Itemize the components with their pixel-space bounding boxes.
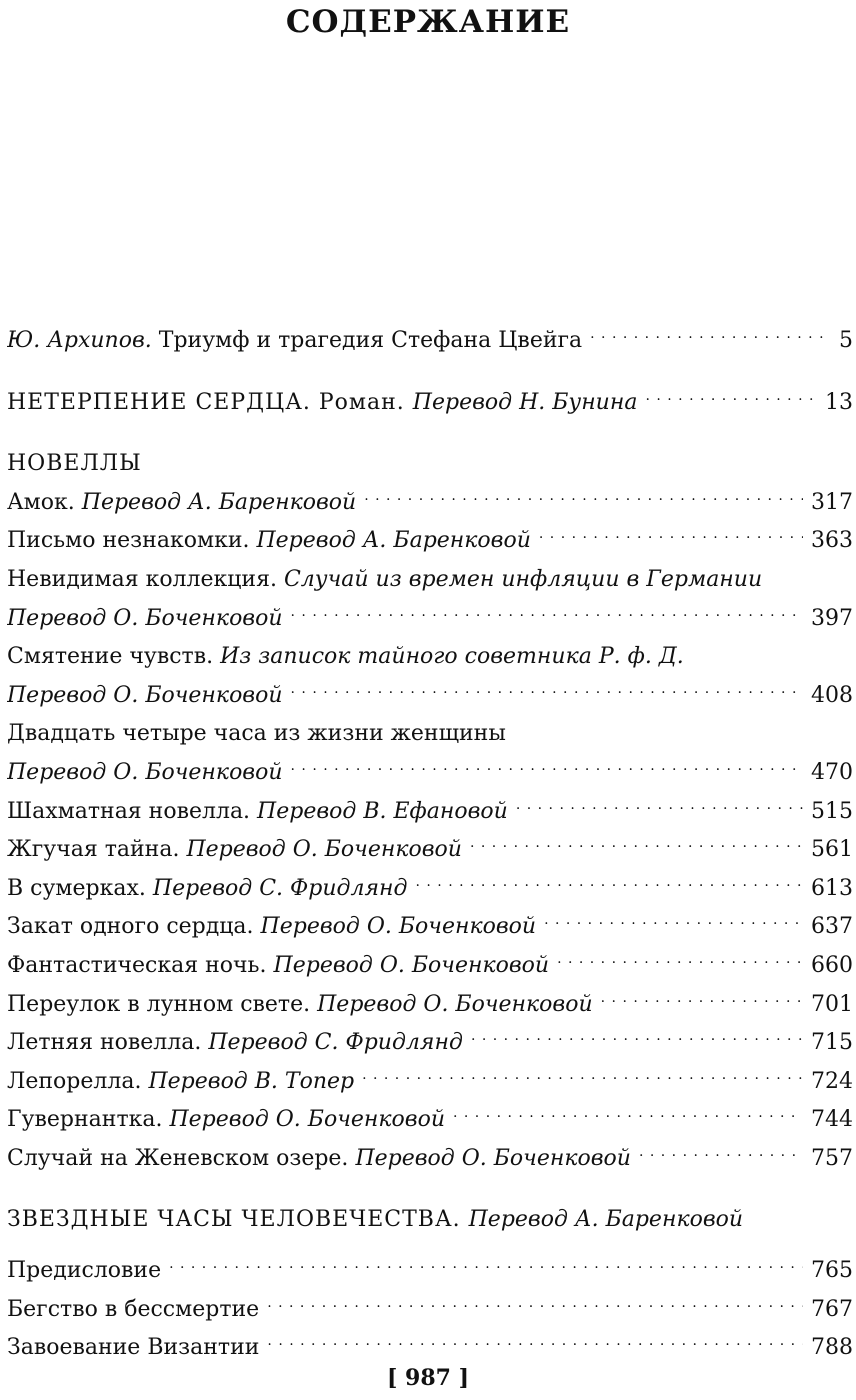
toc-entry xyxy=(7,754,853,793)
entry-translator: Перевод А. Баренковой xyxy=(81,489,357,515)
section-translator: Перевод А. Баренковой xyxy=(468,1207,744,1233)
entry-page-number: 397 xyxy=(811,605,853,631)
entry-title: НЕТЕРПЕНИЕ СЕРДЦА. Роман. xyxy=(7,389,413,415)
entry-page-number: 470 xyxy=(811,759,853,785)
table-of-contents xyxy=(7,322,853,1368)
entry-translator: Перевод С. Фридлянд xyxy=(208,1030,463,1056)
dot-leader xyxy=(291,603,803,625)
toc-entry xyxy=(7,522,853,561)
toc-entry xyxy=(7,986,853,1025)
toc-entry-intro xyxy=(7,322,853,361)
section-heading-novellas: НОВЕЛЛЫ xyxy=(7,451,142,477)
entry-page-number: 715 xyxy=(811,1030,853,1056)
entry-page-number: 765 xyxy=(811,1258,853,1284)
entry-translator: Перевод О. Боченковой xyxy=(7,759,283,785)
dot-leader xyxy=(470,834,803,856)
dot-leader xyxy=(471,1027,803,1049)
entry-author: Ю. Архипов. xyxy=(7,328,152,353)
entry-translator: Перевод О. Боченковой xyxy=(186,837,462,863)
entry-title: Лепорелла. xyxy=(7,1068,149,1094)
entry-title: Жгучая тайна. xyxy=(7,837,187,863)
dot-leader xyxy=(601,989,803,1011)
dot-leader xyxy=(416,873,804,895)
entry-translator: Перевод О. Боченковой xyxy=(273,952,550,978)
toc-entry xyxy=(7,1140,853,1179)
entry-page-number: 724 xyxy=(811,1068,853,1094)
entry-page-number: 363 xyxy=(811,528,853,554)
page-title: СОДЕРЖАНИЕ xyxy=(285,4,571,40)
entry-page-number: 637 xyxy=(811,914,853,940)
dot-leader xyxy=(639,1143,803,1165)
entry-title: Летняя новелла. xyxy=(7,1030,209,1056)
entry-title: Переулок в лунном свете. xyxy=(7,991,318,1017)
toc-entry xyxy=(7,1101,853,1140)
entry-title: Письмо незнакомки. xyxy=(7,528,257,554)
dot-leader xyxy=(453,1104,803,1126)
toc-entry xyxy=(7,947,853,986)
dot-leader xyxy=(291,757,803,779)
entry-translator: Перевод А. Баренковой xyxy=(256,528,531,554)
toc-entry xyxy=(7,1252,853,1291)
entry-translator: Перевод Н. Бунина xyxy=(412,389,638,415)
entry-page-number: 515 xyxy=(811,798,853,824)
entry-page-number: 788 xyxy=(811,1335,853,1361)
entry-title: Завоевание Византии xyxy=(7,1335,260,1361)
toc-entry xyxy=(7,1024,853,1063)
entry-translator: Перевод О. Боченковой xyxy=(355,1145,631,1171)
toc-entry xyxy=(7,1063,853,1102)
entry-title: Двадцать четыре часа из жизни женщины xyxy=(7,721,506,747)
entry-title: Невидимая коллекция. xyxy=(7,566,284,592)
toc-entry xyxy=(7,831,853,870)
entry-title: Смятение чувств. xyxy=(7,644,221,670)
section-heading-star-hours xyxy=(7,1201,853,1240)
entry-page-number: 13 xyxy=(825,389,853,415)
dot-leader xyxy=(362,1066,803,1088)
entry-page-number: 701 xyxy=(811,991,853,1017)
entry-page-number: 660 xyxy=(811,952,853,978)
entry-title: Амок. xyxy=(7,489,82,515)
dot-leader xyxy=(539,525,803,547)
entry-page-number: 408 xyxy=(811,682,853,708)
toc-entry-first-line xyxy=(7,715,853,754)
entry-translator: Перевод О. Боченковой xyxy=(260,914,537,940)
entry-translator: Перевод О. Боченковой xyxy=(7,605,283,631)
entry-page-number: 757 xyxy=(811,1145,853,1171)
dot-leader xyxy=(557,950,803,972)
dot-leader xyxy=(544,911,803,933)
entry-page-number: 767 xyxy=(811,1296,853,1322)
toc-entry xyxy=(7,1329,853,1368)
toc-entry xyxy=(7,600,853,639)
toc-entry xyxy=(7,677,853,716)
toc-entry-first-line xyxy=(7,561,853,600)
entry-subtitle: Из записок тайного советника Р. ф. Д. xyxy=(220,644,684,670)
entry-title: Триумф и трагедия Стефана Цвейга xyxy=(151,328,583,353)
entry-subtitle: Случай из времен инфляции в Германии xyxy=(283,566,763,592)
entry-title: Шахматная новелла. xyxy=(7,798,258,824)
toc-entry xyxy=(7,908,853,947)
entry-title: В сумерках. xyxy=(7,875,153,901)
section-title: ЗВЕЗДНЫЕ ЧАСЫ ЧЕЛОВЕЧЕСТВА. xyxy=(7,1207,469,1233)
entry-page-number: 317 xyxy=(811,489,853,515)
toc-entry xyxy=(7,484,853,523)
dot-leader xyxy=(590,325,831,347)
dot-leader xyxy=(267,1294,803,1316)
page-number-footer: [ 987 ] xyxy=(386,1365,470,1391)
entry-page-number: 613 xyxy=(811,875,853,901)
entry-page-number: 744 xyxy=(811,1107,853,1133)
dot-leader xyxy=(291,680,803,702)
toc-entry xyxy=(7,1291,853,1330)
toc-entry-novel xyxy=(7,384,853,423)
dot-leader xyxy=(645,387,817,409)
entry-translator: Перевод В. Ефановой xyxy=(257,798,508,824)
entry-translator: Перевод О. Боченковой xyxy=(7,682,283,708)
entry-translator: Перевод С. Фридлянд xyxy=(152,875,408,901)
entry-title: Фантастическая ночь. xyxy=(7,952,274,978)
entry-title: Предисловие xyxy=(7,1258,162,1284)
entry-translator: Перевод О. Боченковой xyxy=(317,991,593,1017)
toc-entry xyxy=(7,870,853,909)
dot-leader xyxy=(267,1332,803,1354)
entry-page-number: 561 xyxy=(811,837,853,863)
dot-leader xyxy=(364,487,803,509)
entry-page-number: 5 xyxy=(839,328,853,353)
dot-leader xyxy=(516,796,803,818)
entry-translator: Перевод В. Топер xyxy=(148,1068,355,1094)
entry-title: Гувернантка. xyxy=(7,1107,170,1133)
entry-translator: Перевод О. Боченковой xyxy=(169,1107,445,1133)
toc-entry xyxy=(7,793,853,832)
entry-title: Случай на Женевском озере. xyxy=(7,1145,356,1171)
toc-entry-first-line xyxy=(7,638,853,677)
dot-leader xyxy=(169,1255,803,1277)
entry-title: Закат одного сердца. xyxy=(7,914,261,940)
entry-title: Бегство в бессмертие xyxy=(7,1296,260,1322)
